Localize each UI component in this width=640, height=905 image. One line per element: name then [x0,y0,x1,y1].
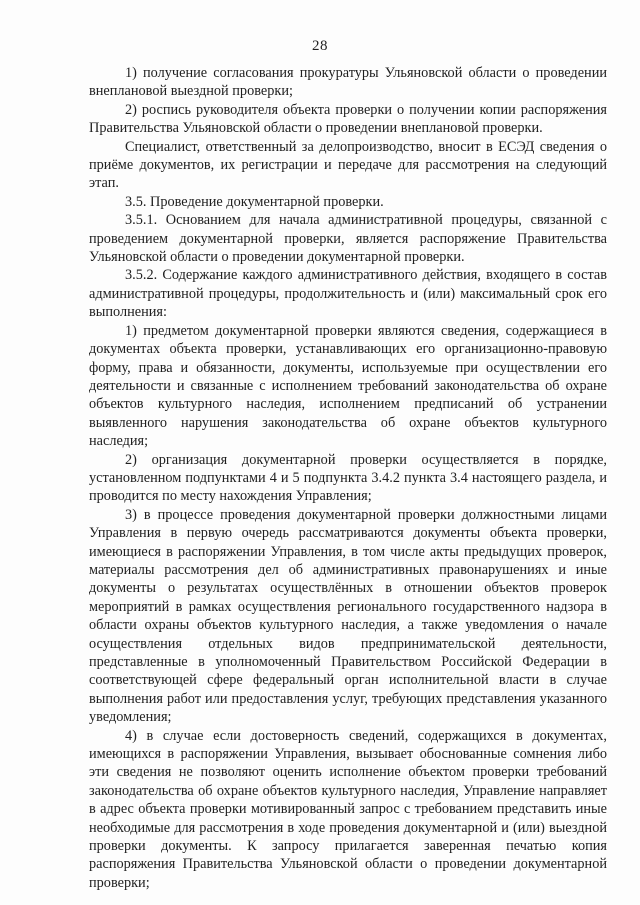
paragraph-organization: 2) организация документарной проверки осуществляется в порядке, установленном подпунктами 4 и 5 подпункта 3.4.2 пункта 3.4 настоящего раздела, и проводится по месту нахождения Управления; [89,451,607,505]
section-heading-3-5: 3.5. Проведение документарной проверки. [125,193,384,210]
paragraph-specialist: Специалист, ответственный за делопроизводство, вносит в ЕСЭД сведения о приёме документов, их регистрации и передаче для рассмотрения на следующий этап. [89,138,607,192]
paragraph-3-5-1: 3.5.1. Основанием для начала административной процедуры, связанной с проведением документарной проверки, является распоряжение Правительства Ульяновской области о проведении документарной проверки. [89,212,607,266]
paragraph-process: 3) в процессе проведения документарной проверки должностными лицами Управления в первую очередь рассматриваются документы объекта проверки, имеющиеся в распоряжении Управления, в том числе акты предыдущих проверок, материалы рассмотрения дел об административных правонарушениях и иные документы о результатах осуществлённых в отношении объектов проверок мероприятий в рамках осуществления регионального государственного надзора в области охраны объектов культурного наследия, а также уведомления о начале осуществления отдельных видов предпринимательской деятельности, представленные в уполномоченный Правительством Российской Федерации в соответствующей сфере федеральный орган исполнительной власти в случае выполнения работ или предоставления услуг, требующих представления указанного уведомления; [89,506,607,726]
paragraph-request: 4) в случае если достоверность сведений, содержащихся в документах, имеющихся в распоряжении Управления, вызывает обоснованные сомнения либо эти сведения не позволяют оценить исполнение объектом проверки требований законодательства об охране объектов культурного наследия, Управление направляет в адрес объекта проверки мотивированный запрос с требованием представить иные необходимые для рассмотрения в ходе проведения документарной и (или) выездной проверки документы. К запросу прилагается заверенная печатью копия распоряжения Правительства Ульяновской области о проведении документарной проверки; [89,727,607,891]
document-body [89,64,607,892]
paragraph-3-5-2: 3.5.2. Содержание каждого административного действия, входящего в состав административной процедуры, продолжительность и (или) максимальный срок его выполнения: [89,267,607,321]
paragraph-item-2: 2) роспись руководителя объекта проверки о получении копии распоряжения Правительства Ульяновской области о проведении внеплановой проверки. [89,101,607,137]
paragraph-item-1: 1) получение согласования прокуратуры Ульяновской области о проведении внеплановой выездной проверки; [89,65,607,100]
page-number: 28 [312,38,328,54]
paragraph-subject: 1) предметом документарной проверки являются сведения, содержащиеся в документах объекта проверки, устанавливающих его организационно-правовую форму, права и обязанности, документы, используемые при осуществлении его деятельности и связанные с исполнением требований законодательства об охране объектов культурного наследия, исполнением предписаний об устранении выявленного нарушения законодательства об охране объектов культурного наследия; [89,322,607,450]
